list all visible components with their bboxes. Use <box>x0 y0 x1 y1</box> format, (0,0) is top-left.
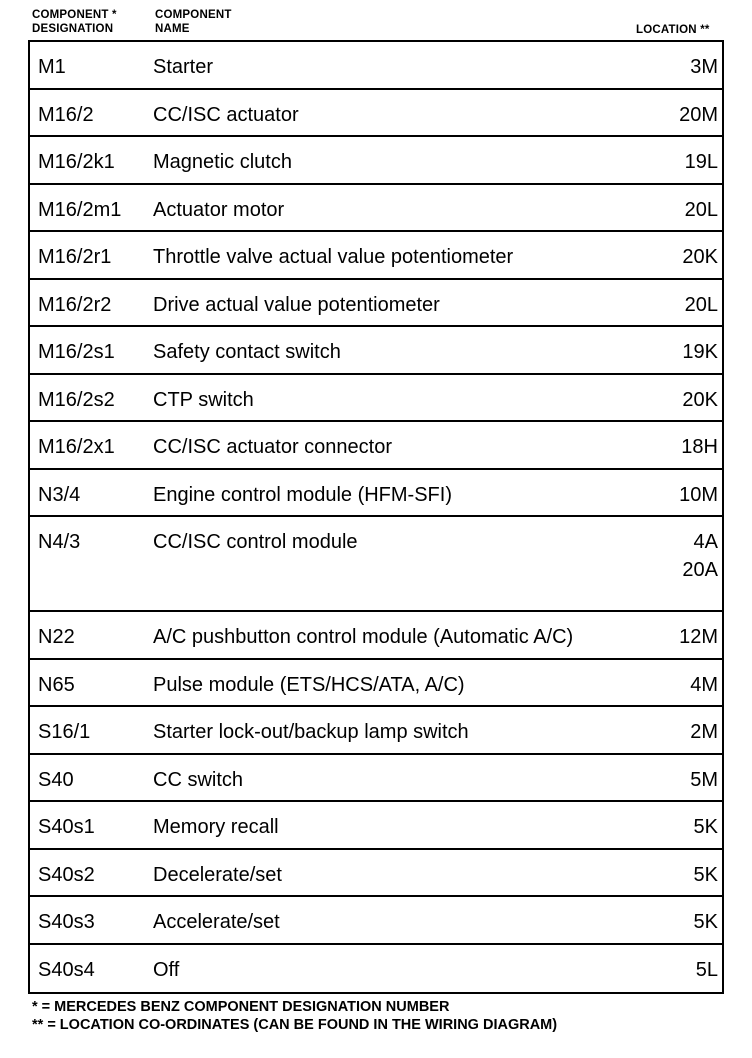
row-designation: M16/2r1 <box>38 246 112 268</box>
row-location <box>690 55 718 79</box>
row-location-value: 4A <box>693 531 718 553</box>
row-location <box>694 910 718 934</box>
row-designation: M16/2 <box>38 103 94 126</box>
table-row <box>30 42 722 90</box>
row-location-value: 19K <box>682 341 718 363</box>
row-location-value: 5L <box>695 958 718 981</box>
table-row <box>30 707 722 755</box>
row-name: Safety contact switch <box>153 341 341 363</box>
row-location-value: 18H <box>681 436 718 458</box>
header-designation <box>32 8 117 36</box>
row-name: Memory recall <box>153 816 279 838</box>
row-name: Decelerate/set <box>153 863 282 886</box>
row-location <box>682 388 718 412</box>
row-designation: M16/2s1 <box>38 341 115 363</box>
row-location <box>685 150 718 174</box>
row-location <box>690 768 718 792</box>
table-row <box>30 185 722 233</box>
row-location-value: 5K <box>693 816 718 838</box>
table-row <box>30 232 722 280</box>
row-location-value: 20A <box>682 559 718 581</box>
row-location-value: 20M <box>679 103 718 126</box>
header-designation-line1: COMPONENT * <box>32 9 117 21</box>
row-designation: M16/2r2 <box>38 293 112 316</box>
row-location <box>685 198 718 222</box>
row-location-value: 10M <box>679 483 718 506</box>
row-location-value: 2M <box>690 721 718 743</box>
row-location <box>694 815 718 839</box>
row-designation: M16/2x1 <box>38 436 115 458</box>
row-location-value: 5K <box>693 863 718 886</box>
row-location <box>690 673 718 697</box>
row-name: CC/ISC actuator connector <box>153 436 392 458</box>
table-row <box>30 897 722 945</box>
row-name: Engine control module (HFM-SFI) <box>153 483 452 506</box>
row-location-value: 20L <box>684 293 718 316</box>
row-designation: N65 <box>38 673 75 696</box>
row-location <box>679 103 718 127</box>
row-location <box>681 435 718 459</box>
header-name-line1: COMPONENT <box>155 9 232 21</box>
header-name <box>155 8 232 36</box>
table-row <box>30 755 722 803</box>
row-location <box>685 293 718 317</box>
table-row <box>30 375 722 423</box>
table-row <box>30 945 722 993</box>
table-row <box>30 517 722 612</box>
row-name: Magnetic clutch <box>153 151 292 173</box>
row-name: Drive actual value potentiometer <box>153 293 440 316</box>
row-location <box>696 958 718 982</box>
table-row <box>30 802 722 850</box>
row-designation: M16/2m1 <box>38 198 122 221</box>
table-row <box>30 470 722 518</box>
row-location-value: 20K <box>682 388 718 411</box>
table-row <box>30 90 722 138</box>
row-designation: S40 <box>38 768 74 791</box>
row-name: Actuator motor <box>153 198 285 221</box>
header-name-line2: NAME <box>155 23 190 35</box>
row-designation: N3/4 <box>38 483 81 506</box>
table-row <box>30 612 722 660</box>
table-row <box>30 327 722 375</box>
row-name: Off <box>153 958 180 981</box>
table-row <box>30 850 722 898</box>
row-location <box>682 245 718 269</box>
row-name: CTP switch <box>153 388 254 411</box>
row-designation: M16/2k1 <box>38 151 115 173</box>
row-location-value: 5M <box>690 768 718 791</box>
row-location <box>690 720 718 744</box>
footnote-designation: * = MERCEDES BENZ COMPONENT DESIGNATION NUMBER <box>32 999 450 1015</box>
component-table <box>28 40 724 994</box>
row-location <box>679 625 718 649</box>
row-location-value: 20K <box>682 246 718 268</box>
row-name: CC/ISC control module <box>153 531 358 553</box>
row-designation: S40s2 <box>38 863 95 886</box>
row-location <box>694 863 718 887</box>
row-location-value: 4M <box>690 673 718 696</box>
row-designation: S16/1 <box>38 721 91 743</box>
row-name: Throttle valve actual value potentiometer <box>153 246 514 268</box>
table-row <box>30 280 722 328</box>
row-location-value: 3M <box>690 56 718 78</box>
row-name: Starter <box>153 56 214 78</box>
footnotes <box>32 998 557 1034</box>
row-designation: N4/3 <box>38 531 81 553</box>
row-name: Accelerate/set <box>153 911 280 933</box>
row-designation: S40s4 <box>38 958 95 981</box>
row-location <box>682 340 718 364</box>
row-name: Starter lock-out/backup lamp switch <box>153 721 469 743</box>
row-location-value: 5K <box>693 911 718 933</box>
row-location-value: 20L <box>684 198 718 221</box>
row-location <box>679 483 718 507</box>
row-location-value: 19L <box>684 151 718 173</box>
row-designation: M1 <box>38 56 66 78</box>
header-designation-line2: DESIGNATION <box>32 23 114 35</box>
row-designation: S40s3 <box>38 911 95 933</box>
row-name: A/C pushbutton control module (Automatic A/C) <box>153 626 574 648</box>
row-designation: M16/2s2 <box>38 388 115 411</box>
header-location-label: LOCATION ** <box>636 24 710 36</box>
header-location <box>636 23 710 37</box>
row-location-value: 12M <box>679 626 718 648</box>
table-row <box>30 137 722 185</box>
table-row <box>30 422 722 470</box>
table-row <box>30 660 722 708</box>
row-designation: S40s1 <box>38 816 95 838</box>
row-designation: N22 <box>38 626 75 648</box>
row-name: Pulse module (ETS/HCS/ATA, A/C) <box>153 673 465 696</box>
footnote-location: ** = LOCATION CO-ORDINATES (CAN BE FOUND IN THE WIRING DIAGRAM) <box>32 1017 558 1033</box>
row-name: CC/ISC actuator <box>153 103 299 126</box>
row-name: CC switch <box>153 768 244 791</box>
row-location <box>682 530 718 586</box>
